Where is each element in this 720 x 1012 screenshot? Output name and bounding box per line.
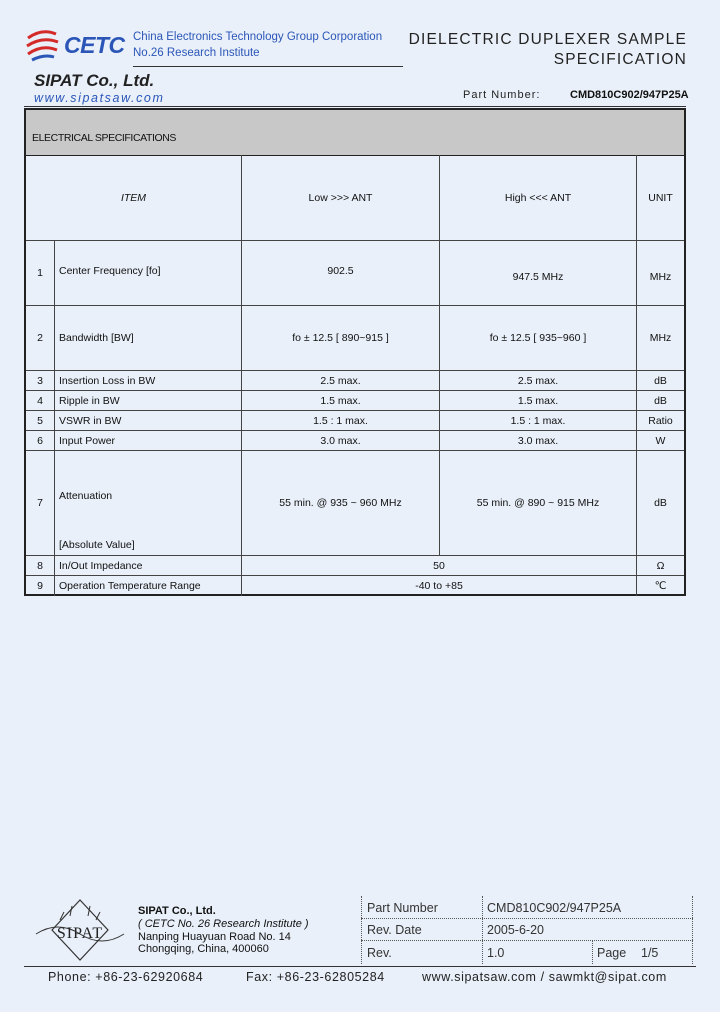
row-low-value: 1.5 max. bbox=[320, 394, 361, 407]
document-title bbox=[409, 30, 687, 70]
org-name-line1: China Electronics Technology Group Corporation bbox=[133, 31, 383, 43]
row-item: Insertion Loss in BW bbox=[59, 374, 156, 387]
company-name: SIPAT Co., Ltd. bbox=[34, 71, 155, 90]
footer-phone: Phone: +86-23-62920684 bbox=[48, 970, 204, 984]
footer-revision-table bbox=[361, 896, 693, 964]
footer-company-name: SIPAT Co., Ltd. bbox=[138, 905, 216, 917]
row-merged-value: -40 to +85 bbox=[415, 579, 463, 592]
row-unit: MHz bbox=[649, 271, 672, 283]
row-unit: dB bbox=[654, 374, 667, 387]
row-number: 7 bbox=[37, 497, 43, 509]
company-website: www.sipatsaw.com bbox=[34, 91, 165, 105]
row-item: VSWR in BW bbox=[59, 414, 122, 427]
row-high-value: 3.0 max. bbox=[517, 434, 559, 447]
footer-rev-label: Rev. bbox=[367, 946, 392, 960]
org-name-line2: No.26 Research Institute bbox=[133, 47, 260, 59]
spec-table-title-bar bbox=[26, 110, 684, 156]
footer-web-email: www.sipatsaw.com / sawmkt@sipat.com bbox=[422, 970, 667, 984]
footer-page-value: 1/5 bbox=[641, 946, 659, 960]
row-item: In/Out Impedance bbox=[59, 559, 143, 572]
row-high-value: 1.5 max. bbox=[517, 394, 559, 407]
row-item: Operation Temperature Range bbox=[59, 579, 201, 592]
footer-col-divider bbox=[592, 940, 593, 964]
row-number: 2 bbox=[37, 332, 43, 344]
footer-address-line1: Nanping Huayuan Road No. 14 bbox=[138, 931, 291, 943]
footer-fax: Fax: +86-23-62805284 bbox=[246, 970, 385, 984]
row-item: Input Power bbox=[59, 434, 116, 447]
row-number: 4 bbox=[37, 394, 43, 407]
sipat-seal-logo-icon bbox=[30, 898, 130, 962]
document-title-line2: SPECIFICATION bbox=[553, 51, 687, 68]
row-high-value: 55 min. @ 890 ~ 915 MHz bbox=[476, 497, 600, 509]
row-number: 1 bbox=[37, 267, 43, 279]
row-unit: Ω bbox=[656, 559, 665, 572]
row-unit: dB bbox=[654, 497, 667, 509]
row-number: 9 bbox=[37, 579, 43, 592]
row-unit: ℃ bbox=[654, 579, 667, 592]
sipat-logo-text: SIPAT bbox=[56, 925, 104, 942]
footer-row-divider bbox=[361, 918, 693, 919]
header-bottom-divider bbox=[24, 106, 686, 107]
header-high-ant: High <<< ANT bbox=[504, 191, 572, 204]
row-item: Ripple in BW bbox=[59, 394, 120, 407]
row-high-value: 1.5 : 1 max. bbox=[510, 414, 566, 427]
header-low-ant: Low >>> ANT bbox=[308, 191, 373, 204]
row-unit: Ratio bbox=[648, 414, 673, 427]
row-number: 5 bbox=[37, 414, 43, 427]
row-item-subtitle: [Absolute Value] bbox=[59, 539, 135, 551]
row-item: Center Frequency [fo] bbox=[59, 265, 161, 277]
row-item: Bandwidth [BW] bbox=[59, 332, 134, 344]
row-low-value: 2.5 max. bbox=[320, 374, 361, 387]
row-unit: dB bbox=[654, 394, 667, 407]
footer-part-number-value: CMD810C902/947P25A bbox=[487, 901, 622, 915]
row-low-value: 3.0 max. bbox=[320, 434, 361, 447]
row-unit: W bbox=[655, 434, 666, 447]
header-item: ITEM bbox=[120, 191, 147, 204]
row-low-value: 902.5 bbox=[327, 265, 354, 277]
document-title-line1: DIELECTRIC DUPLEXER SAMPLE bbox=[408, 31, 687, 48]
row-number: 8 bbox=[37, 559, 43, 572]
part-number-label: Part Number: bbox=[463, 89, 541, 101]
footer-rev-date-label: Rev. Date bbox=[367, 923, 422, 937]
row-high-value: 947.5 MHz bbox=[512, 271, 564, 283]
header-unit: UNIT bbox=[648, 191, 673, 204]
spec-table bbox=[24, 108, 686, 596]
footer-col-divider bbox=[482, 896, 483, 964]
row-number: 3 bbox=[37, 374, 43, 387]
row-high-value: fo ± 12.5 [ 935~960 ] bbox=[489, 332, 587, 344]
row-item: Attenuation bbox=[59, 490, 113, 502]
footer-institute: ( CETC No. 26 Research Institute ) bbox=[138, 918, 309, 930]
footer-divider bbox=[24, 966, 696, 967]
footer-col-divider bbox=[692, 896, 693, 964]
header-divider bbox=[133, 66, 403, 67]
footer-col-divider bbox=[361, 896, 362, 964]
row-low-value: 1.5 : 1 max. bbox=[313, 414, 368, 427]
row-number: 6 bbox=[37, 434, 43, 447]
footer-rev-value: 1.0 bbox=[487, 946, 505, 960]
spec-table-title: ELECTRICAL SPECIFICATIONS bbox=[32, 132, 177, 144]
row-unit: MHz bbox=[649, 332, 672, 344]
row-low-value: fo ± 12.5 [ 890~915 ] bbox=[292, 332, 389, 344]
row-low-value: 55 min. @ 935 ~ 960 MHz bbox=[279, 497, 402, 509]
row-merged-value: 50 bbox=[433, 559, 445, 572]
footer-row-divider bbox=[361, 940, 693, 941]
footer-page-label: Page bbox=[597, 946, 627, 960]
footer-rev-date-value: 2005-6-20 bbox=[487, 923, 544, 937]
footer-part-number-label: Part Number bbox=[367, 901, 438, 915]
cetc-logo-text: CETC bbox=[64, 32, 125, 58]
row-high-value: 2.5 max. bbox=[517, 374, 559, 387]
footer-address-line2: Chongqing, China, 400060 bbox=[138, 943, 269, 955]
part-number-value: CMD810C902/947P25A bbox=[570, 89, 689, 101]
